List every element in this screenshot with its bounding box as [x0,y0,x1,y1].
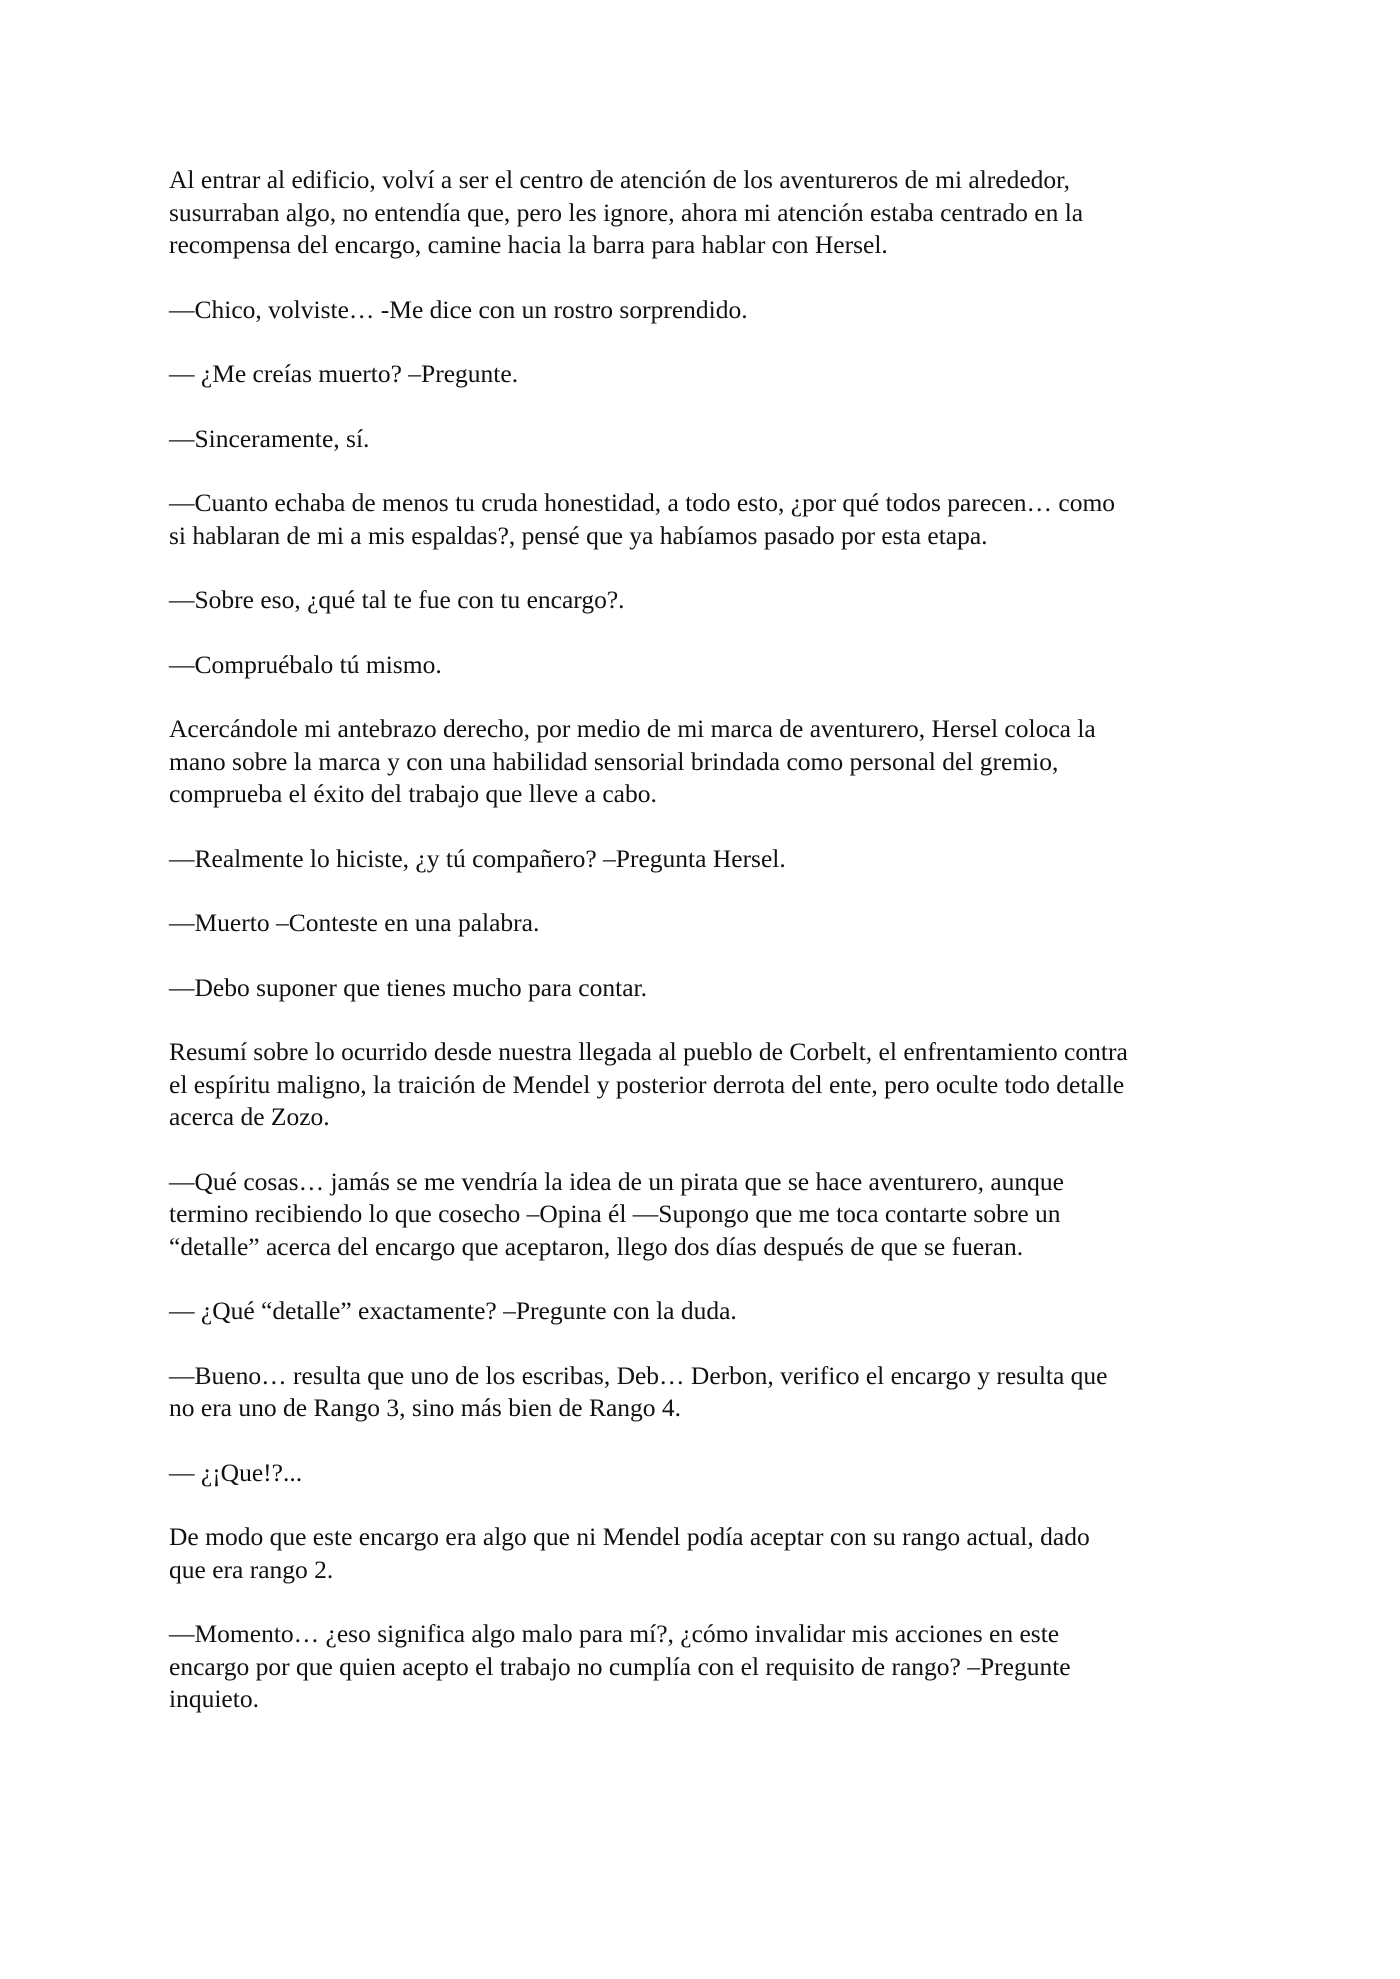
text-line: De modo que este encargo era algo que ni Mendel podía aceptar con su rango actual, dado [169,1522,1090,1551]
text-line: Al entrar al edificio, volví a ser el centro de atención de los aventureros de mi alrededor, [169,165,1071,194]
text-line: —Bueno… resulta que uno de los escribas, Deb… Derbon, verifico el encargo y resulta que [169,1360,1108,1390]
text-line: —Momento… ¿eso significa algo malo para mí?, ¿cómo invalidar mis acciones en este [169,1619,1060,1648]
text-line: recompensa del encargo, camine hacia la barra para hablar con Hersel. [169,230,888,259]
text-line: mano sobre la marca y con una habilidad sensorial brindada como personal del gremio, [169,746,1059,776]
text-line: —Compruébalo tú mismo. [169,649,442,679]
dialogue-paragraph [169,423,1249,456]
paragraph [169,1036,1249,1134]
dialogue-paragraph [169,1166,1249,1264]
text-line: —Realmente lo hiciste, ¿y tú compañero? –Pregunta Hersel. [169,843,786,873]
text-line: — ¿Me creías muerto? –Pregunte. [169,359,519,388]
text-line: — ¿¡Que!?... [169,1457,303,1487]
paragraph [169,713,1249,811]
dialogue-paragraph [169,1295,1249,1328]
text-line: —Sinceramente, sí. [169,423,370,453]
text-line: —Cuanto echaba de menos tu cruda honestidad, a todo esto, ¿por qué todos parecen… como [169,488,1116,517]
text-line: termino recibiendo lo que cosecho –Opina él —Supongo que me toca contarte sobre un [169,1199,1061,1228]
dialogue-paragraph [169,358,1249,391]
text-line: no era uno de Rango 3, sino más bien de Rango 4. [169,1393,682,1422]
text-line: inquieto. [169,1684,259,1713]
text-line: el espíritu maligno, la traición de Mendel y posterior derrota del ente, pero oculte todo detalle [169,1069,1125,1099]
text-line: que era rango 2. [169,1554,334,1584]
text-line: —Chico, volviste… -Me dice con un rostro sorprendido. [169,294,748,324]
paragraph [169,1521,1249,1586]
text-line: si hablaran de mi a mis espaldas?, pensé que ya habíamos pasado por esta etapa. [169,520,988,550]
text-line: —Sobre eso, ¿qué tal te fue con tu encargo?. [169,585,625,614]
text-line: acerca de Zozo. [169,1102,330,1131]
dialogue-paragraph [169,584,1249,617]
text-line: —Muerto –Conteste en una palabra. [169,908,540,937]
dialogue-paragraph [169,907,1249,940]
dialogue-paragraph [169,649,1249,682]
dialogue-paragraph [169,1457,1249,1490]
text-line: — ¿Qué “detalle” exactamente? –Pregunte con la duda. [169,1296,737,1325]
text-line: susurraban algo, no entendía que, pero les ignore, ahora mi atención estaba centrado en la [169,197,1084,227]
text-line: —Qué cosas… jamás se me vendría la idea de un pirata que se hace aventurero, aunque [169,1166,1064,1196]
text-line: —Debo suponer que tienes mucho para contar. [169,972,647,1002]
dialogue-paragraph [169,294,1249,327]
dialogue-paragraph [169,843,1249,876]
dialogue-paragraph [169,972,1249,1005]
dialogue-paragraph [169,1360,1249,1425]
text-line: Resumí sobre lo ocurrido desde nuestra llegada al pueblo de Corbelt, el enfrentamiento contra [169,1037,1128,1066]
paragraph [169,164,1249,262]
dialogue-paragraph [169,487,1249,552]
text-line: encargo por que quien acepto el trabajo no cumplía con el requisito de rango? –Pregunte [169,1651,1071,1681]
text-line: comprueba el éxito del trabajo que lleve a cabo. [169,779,657,808]
text-line: “detalle” acerca del encargo que aceptaron, llego dos días después de que se fueran. [169,1231,1024,1261]
dialogue-paragraph [169,1618,1249,1716]
document-page [169,164,1249,1748]
text-line: Acercándole mi antebrazo derecho, por medio de mi marca de aventurero, Hersel coloca la [169,714,1096,743]
